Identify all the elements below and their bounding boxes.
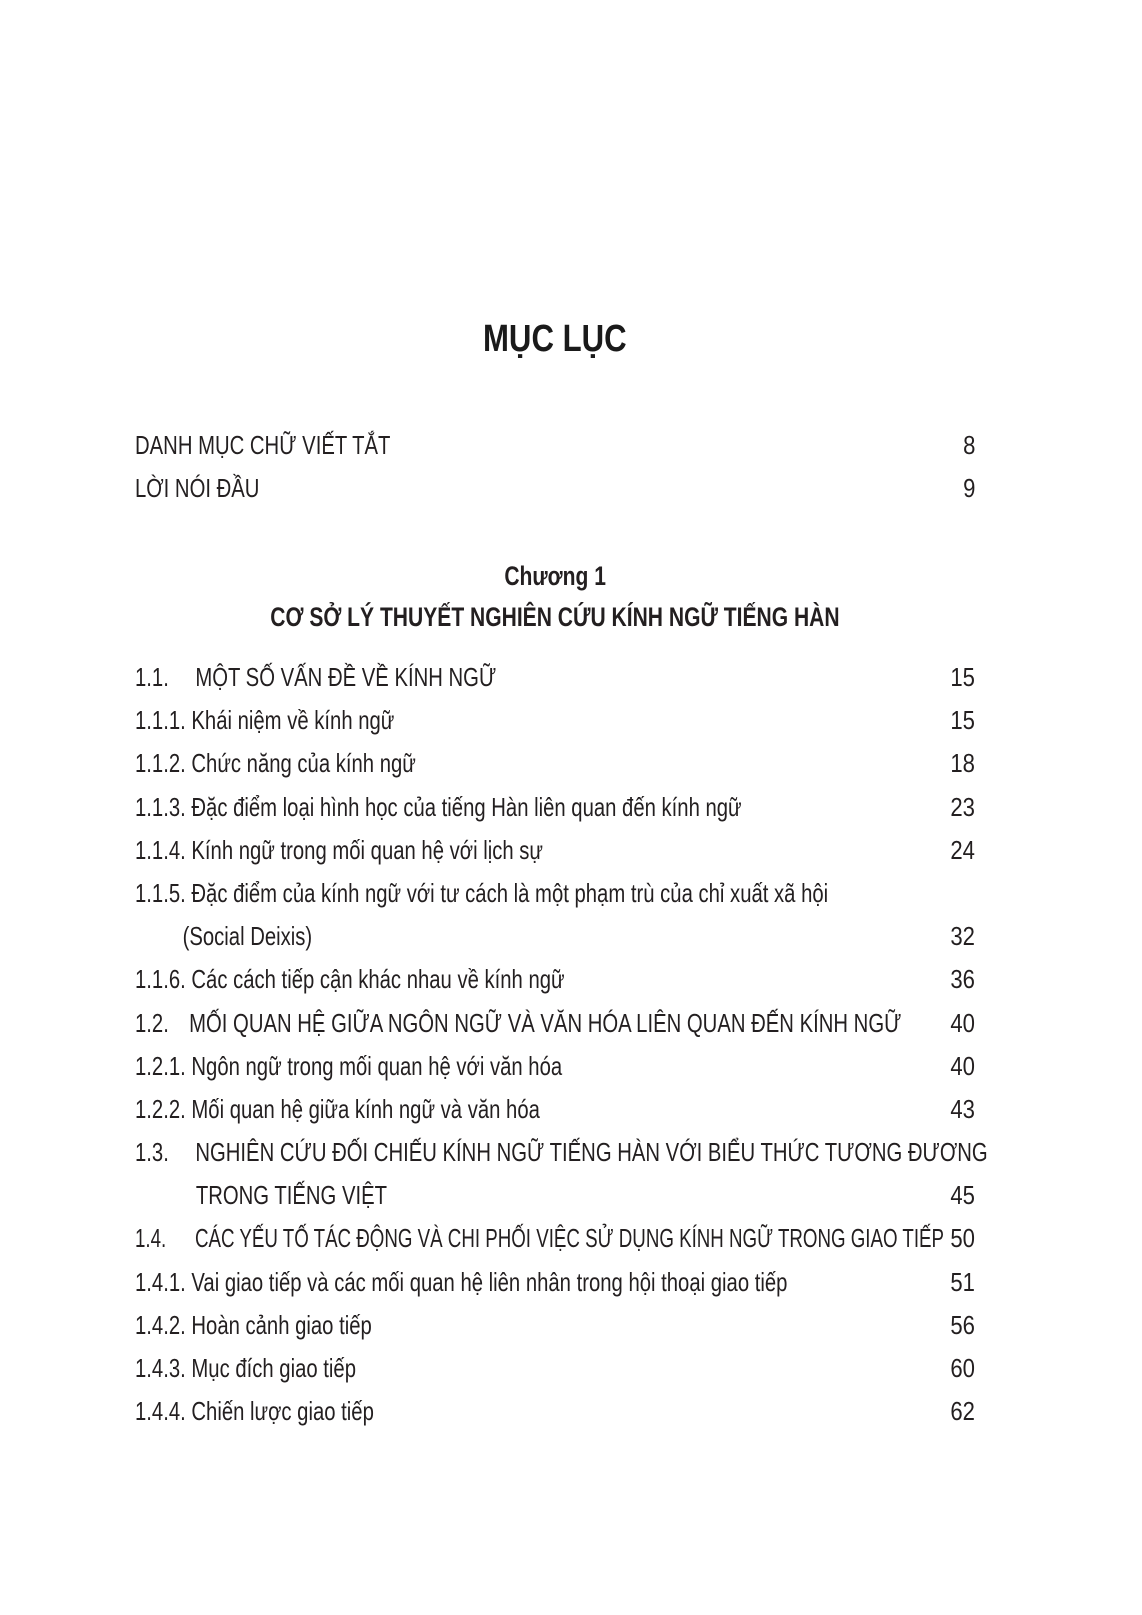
toc-entry-number: 1.1.1. (135, 705, 186, 736)
toc-entry-page: 23 (950, 791, 975, 822)
toc-entry-page: 51 (950, 1266, 975, 1297)
toc-entry[interactable] (135, 786, 975, 829)
toc-entry-number: 1.1.5. (135, 877, 186, 908)
toc-entry-label-continuation: (Social Deixis) (182, 921, 313, 952)
toc-entry-page: 24 (950, 834, 975, 865)
toc-entry[interactable] (135, 1390, 975, 1433)
page-title: MỤC LỤC (482, 318, 627, 360)
toc-entry-page: 15 (950, 705, 975, 736)
toc-entry[interactable] (135, 1217, 975, 1260)
toc-entry-page: 15 (950, 662, 975, 692)
chapter-heading (0, 556, 1110, 638)
toc-entry-label: MỘT SỐ VẤN ĐỀ VỀ KÍNH NGỮ (195, 662, 497, 692)
toc-entry[interactable] (135, 1045, 975, 1088)
toc-entry-page: 62 (950, 1396, 975, 1427)
toc-entry[interactable] (135, 872, 975, 915)
toc-entry-continuation[interactable] (135, 915, 975, 958)
toc-entry-label: CÁC YẾU TỐ TÁC ĐỘNG VÀ CHI PHỐI VIỆC SỬ DỤNG KÍNH NGỮ TRONG GIAO TIẾP (195, 1223, 945, 1254)
toc-entry-label: MỐI QUAN HỆ GIỮA NGÔN NGỮ VÀ VĂN HÓA LIÊN QUAN ĐẾN KÍNH NGỮ (189, 1007, 902, 1038)
toc-entry-abbreviations[interactable] (135, 424, 975, 467)
toc-entry[interactable] (135, 699, 975, 742)
toc-entry-number: 1.2. (135, 1007, 169, 1038)
toc-entry-page: 32 (950, 921, 975, 952)
toc-entry-label: DANH MỤC CHỮ VIẾT TẮT (135, 430, 391, 460)
toc-entry-label: Khái niệm về kính ngữ (191, 705, 395, 736)
toc-entry-number: 1.4.1. (135, 1266, 186, 1297)
chapter-title: CƠ SỞ LÝ THUYẾT NGHIÊN CỨU KÍNH NGỮ TIẾNG HÀN (270, 602, 840, 632)
toc-entry-number: 1.3. (135, 1137, 169, 1168)
toc-entry-label: Đặc điểm loại hình học của tiếng Hàn liên quan đến kính ngữ (191, 791, 742, 822)
toc-entry-preface[interactable] (135, 467, 975, 510)
toc-entry-number: 1.1.6. (135, 964, 186, 995)
toc-entry-page: 18 (950, 748, 975, 779)
toc-entry[interactable] (135, 1261, 975, 1304)
toc-entry-number: 1.1. (135, 662, 169, 692)
toc-entry-label: Vai giao tiếp và các mối quan hệ liên nhân trong hội thoại giao tiếp (191, 1266, 788, 1297)
toc-entry-number: 1.4. (135, 1223, 167, 1254)
toc-entry-label: Mối quan hệ giữa kính ngữ và văn hóa (191, 1093, 540, 1124)
toc-entry-number: 1.1.2. (135, 748, 186, 779)
toc-entry-label: Ngôn ngữ trong mối quan hệ với văn hóa (191, 1050, 563, 1081)
toc-entry-page: 40 (950, 1050, 975, 1081)
toc-entry-label: Chức năng của kính ngữ (191, 748, 416, 779)
toc-entry-page: 50 (950, 1223, 975, 1254)
toc-entry-number: 1.4.3. (135, 1353, 186, 1383)
toc-entry-label: NGHIÊN CỨU ĐỐI CHIẾU KÍNH NGỮ TIẾNG HÀN VỚI BIỂU THỨC TƯƠNG ĐƯƠNG (195, 1137, 988, 1168)
toc-entry-number: 1.1.3. (135, 791, 186, 822)
toc-entry-number: 1.2.1. (135, 1050, 186, 1081)
toc-entry-page: 40 (950, 1007, 975, 1038)
toc-entry[interactable] (135, 958, 975, 1001)
toc-entry-page: 45 (950, 1180, 975, 1211)
toc-entry-label: Chiến lược giao tiếp (191, 1396, 374, 1427)
toc-entry-label: Kính ngữ trong mối quan hệ với lịch sự (191, 834, 543, 865)
toc-entry[interactable] (135, 1088, 975, 1131)
toc-entry-label: Các cách tiếp cận khác nhau về kính ngữ (191, 964, 565, 995)
toc-entry-number: 1.4.4. (135, 1396, 186, 1427)
toc-entry[interactable] (135, 1347, 975, 1390)
toc-entry[interactable] (135, 1304, 975, 1347)
toc-entry-page: 60 (950, 1353, 975, 1383)
toc-entry-number: 1.1.4. (135, 834, 186, 865)
toc-entry[interactable] (135, 1002, 975, 1045)
toc-entry-page: 8 (962, 430, 975, 460)
toc-entry-page: 43 (950, 1093, 975, 1124)
toc-entry-label: Mục đích giao tiếp (191, 1353, 356, 1383)
toc-entry[interactable] (135, 1131, 988, 1174)
toc-entry-page: 36 (950, 964, 975, 995)
toc-entry-page: 56 (950, 1309, 975, 1340)
toc-entry-page: 9 (962, 473, 975, 504)
toc-entry-continuation[interactable] (135, 1174, 975, 1217)
toc-entry[interactable] (135, 742, 975, 785)
chapter-1-entries (135, 656, 988, 1433)
toc-entry-label: Đặc điểm của kính ngữ với tư cách là một phạm trù của chỉ xuất xã hội (191, 877, 829, 908)
toc-entry-number: 1.4.2. (135, 1309, 186, 1340)
toc-entry-label: Hoàn cảnh giao tiếp (191, 1309, 372, 1340)
toc-entry-number: 1.2.2. (135, 1093, 186, 1124)
toc-entry-label: LỜI NÓI ĐẦU (135, 473, 260, 504)
toc-entry[interactable] (135, 656, 975, 699)
front-matter-list (135, 424, 975, 510)
toc-entry[interactable] (135, 829, 975, 872)
chapter-number: Chương 1 (504, 561, 606, 591)
toc-entry-label-continuation: TRONG TIẾNG VIỆT (195, 1180, 388, 1211)
